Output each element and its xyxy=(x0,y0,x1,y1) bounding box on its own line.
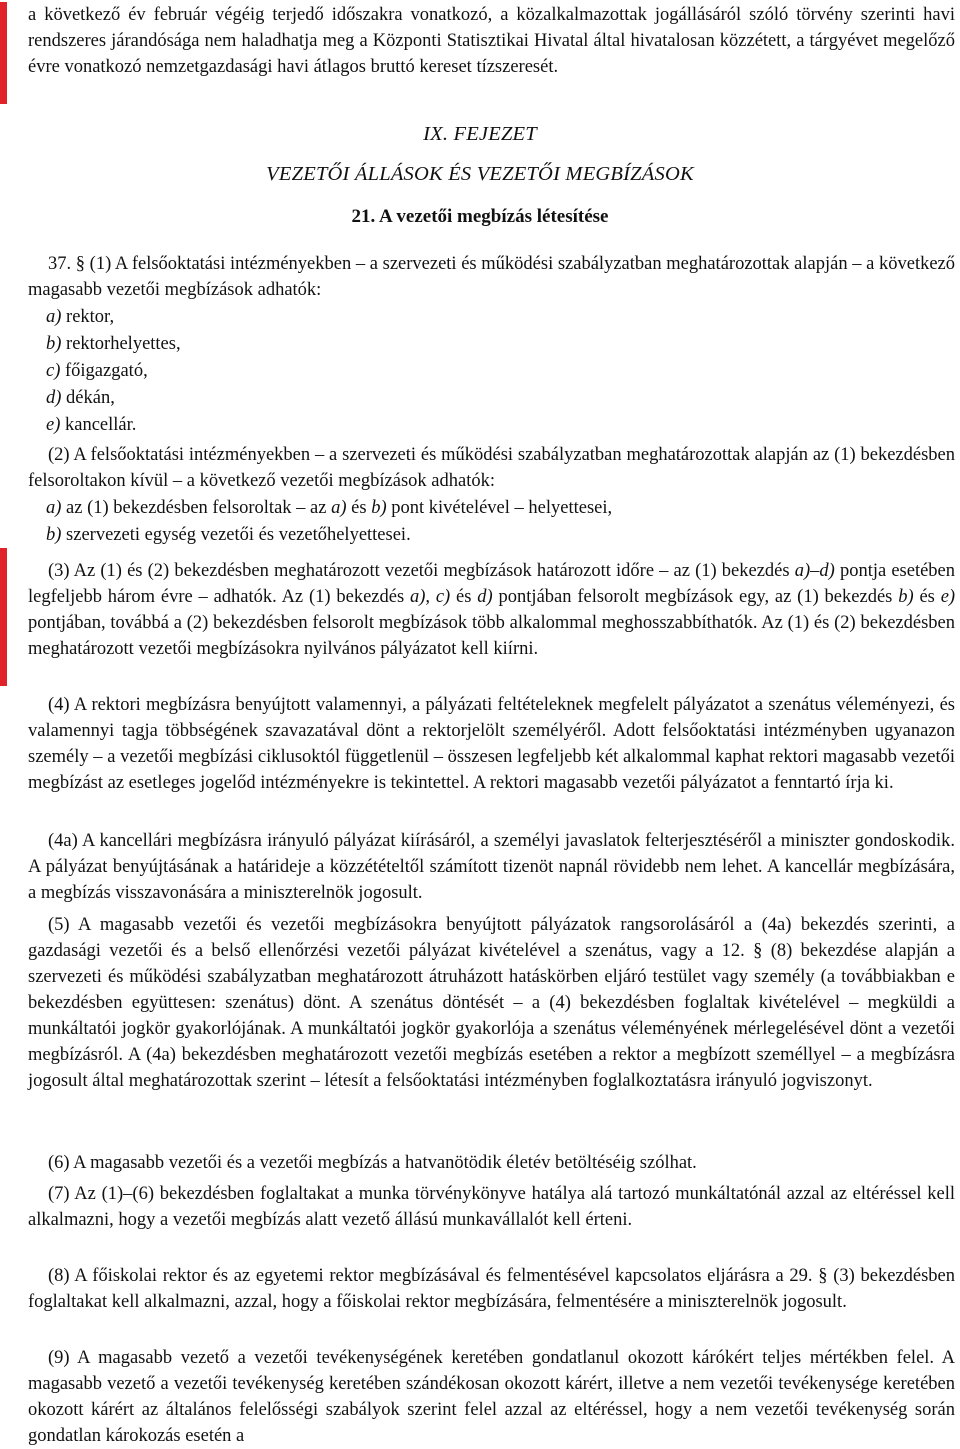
list-item: a) rektor, xyxy=(46,307,115,327)
paragraph-37-1: 37. § (1) A felsőoktatási intézményekben – a szervezeti és működési szabályzatban meghatározottak alapján – a következő magasabb vezetői megbízások adhatók: xyxy=(28,254,955,300)
list-item: b) szervezeti egység vezetői és vezetőhelyettesei. xyxy=(46,525,411,545)
list-item: b) rektorhelyettes, xyxy=(46,334,181,354)
chapter-title: VEZETŐI ÁLLÁSOK ÉS VEZETŐI MEGBÍZÁSOK xyxy=(266,163,694,185)
paragraph-37-6: (6) A magasabb vezetői és a vezetői megbízás a hatvanötödik életév betöltéséig szólhat. xyxy=(48,1153,697,1173)
paragraph-37-4a: (4a) A kancellári megbízásra irányuló pályázat kiírásáról, a személyi javaslatok felterjesztéséről a miniszter gondoskodik. A pályázat benyújtásának a határideje a közzétételtől számított tizenöt napnál rövidebb nem lehet. A kancellár megbízására, a megbízás visszavonására a miniszterelnök jogosult. xyxy=(28,831,955,903)
list-item: d) dékán, xyxy=(46,388,115,408)
position-list xyxy=(46,304,181,439)
paragraph-37-3: (3) Az (1) és (2) bekezdésben meghatározott vezetői megbízások határozott időre – az (1) bekezdés a)–d) pontja esetében legfeljebb három évre – adhatók. Az (1) bekezdés a), c) és d) pontjában felsorolt megbízások egy, az (1) bekezdés b) és e) pontjában, továbbá a (2) bekezdésben felsorolt megbízások több alkalommal meghosszabbíthatók. Az (1) és (2) bekezdésben meghatározott vezetői megbízásokra nyilvános pályázatot kell kiírni. xyxy=(28,561,956,659)
paragraph-37-5: (5) A magasabb vezetői és vezetői megbízásokra benyújtott pályázatok rangsorolásáról a (4a) bekezdés szerinti, a gazdasági vezetői és a belső ellenőrzési vezetői pályázat kivételével a szenátus, vagy a 12. § (8) bekezdése alapján a szervezeti és működési szabályzatban meghatározott átruházott hatáskörben eljáró testület vagy személy (a továbbiakban e bekezdésben együttesen: szenátus) dönt. A szenátus döntését – a (4) bekezdésben foglaltak kivételével – megküldi a munkáltatói jogkör gyakorlójának. A munkáltatói jogkör gyakorlója a szenátus véleményének mérlegelésével dönt a vezetői megbízásról. A (4a) bekezdésben meghatározott vezetői megbízás esetében a rektor a megbízott személlyel – a megbízásra jogosult által meghatározottak szerint – létesít a felsőoktatási intézményben foglalkoztatásra irányuló jogviszonyt. xyxy=(28,915,955,1091)
paragraph-37-8: (8) A főiskolai rektor és az egyetemi rektor megbízásával és felmentésével kapcsolatos eljárásra a 29. § (3) bekezdésben foglaltakat kell alkalmazni, azzal, hogy a főiskolai rektor megbízására, felmentésére a miniszterelnök jogosult. xyxy=(28,1266,955,1312)
paragraph-37-9: (9) A magasabb vezető a vezetői tevékenységének keretében gondatlanul okozott kárókért teljes mértékben felel. A magasabb vezető a vezetői tevékenység keretében szándékosan okozott kárért, illetve a nem vezetői tevékenysége keretében okozott kárért az általános felelősségi szabályok szerint felel azzal az eltéréssel, hogy a nem vezetői tevékenység során gondatlan károkozás esetén a xyxy=(28,1348,955,1446)
change-marker xyxy=(0,548,7,686)
change-marker xyxy=(0,2,7,104)
paragraph-37-7: (7) Az (1)–(6) bekezdésben foglaltakat a munka törvénykönyve hatálya alá tartozó munkáltatónál azzal az eltéréssel kell alkalmazni, hogy a vezetői megbízás alatt vezető állású munkavállalót kell érteni. xyxy=(28,1184,955,1230)
list-item: e) kancellár. xyxy=(46,415,137,435)
intro-paragraph: a következő év február végéig terjedő időszakra vonatkozó, a közalkalmazottak jogállásáról szóló törvény szerinti havi rendszeres járandósága nem haladhatja meg a Központi Statisztikai Hivatal által hivatalosan közzétett, a tárgyévet megelőző évre vonatkozó nemzetgazdasági havi átlagos bruttó kereset tízszeresét. xyxy=(28,5,955,77)
list-item: a) az (1) bekezdésben felsoroltak – az a) és b) pont kivételével – helyettesei, xyxy=(46,498,613,518)
list-item: c) főigazgató, xyxy=(46,361,148,381)
chapter-number: IX. FEJEZET xyxy=(423,123,537,145)
deputy-list xyxy=(46,495,612,549)
section-title: 21. A vezetői megbízás létesítése xyxy=(351,206,609,227)
paragraph-37-2: (2) A felsőoktatási intézményekben – a szervezeti és működési szabályzatban meghatározottak alapján az (1) bekezdésben felsoroltakon kívül – a következő vezetői megbízások adhatók: xyxy=(28,445,955,491)
paragraph-37-4: (4) A rektori megbízásra benyújtott valamennyi, a pályázati feltételeknek megfelelt pályázatot a szenátus véleményezi, és valamennyi tagja többségének szavazatával dönt a rektorjelölt személyéről. Adott felsőoktatási intézményben ugyanazon személy – a vezetői megbízási ciklusoktól függetlenül – összesen legfeljebb két alkalommal kaphat rektori magasabb vezetői megbízást az esetleges jogelőd intézményekre is tekintettel. A rektori magasabb vezetői pályázatot a fenntartó írja ki. xyxy=(28,695,955,793)
